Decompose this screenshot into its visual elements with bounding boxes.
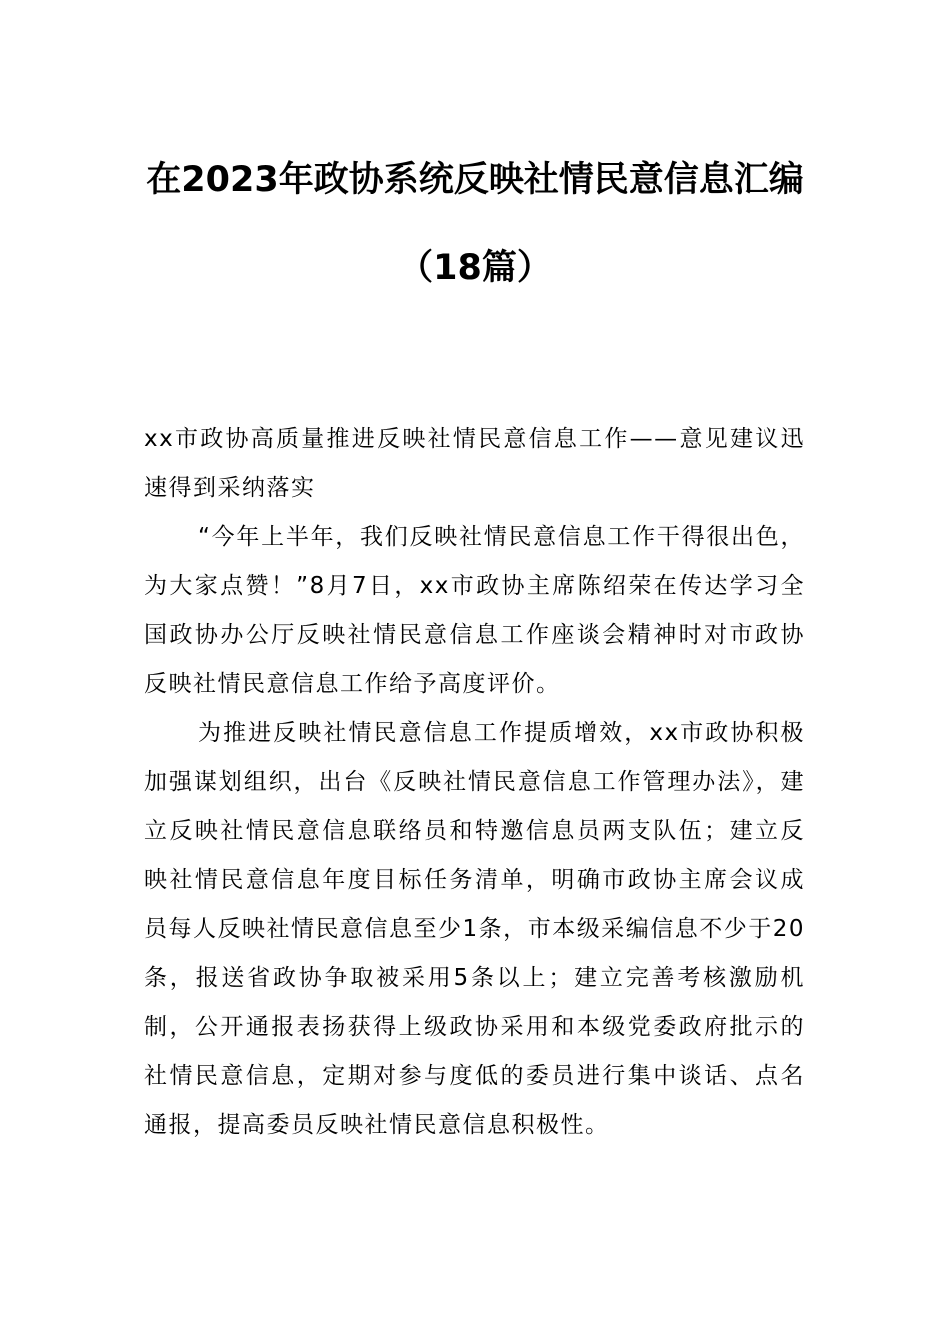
paragraph-2: 为推进反映社情民意信息工作提质增效，xx市政协积极加强谋划组织，出台《反映社情民意信息工作管理办法》，建立反映社情民意信息联络员和特邀信息员两支队伍；建立反映社情民意信息年度目标任务清单，明确市政协主席会议成员每人反映社情民意信息至少1条，市本级采编信息不少于20条，报送省政协争取被采用5条以上；建立完善考核激励机制，公开通报表扬获得上级政协采用和本级党委政府批示的社情民意信息，定期对参与度低的委员进行集中谈话、点名通报，提高委员反映社情民意信息积极性。 [144, 720, 805, 1138]
paragraph-1: “今年上半年，我们反映社情民意信息工作干得很出色，为大家点赞！”8月7日，xx市政协主席陈绍荣在传达学习全国政协办公厅反映社情民意信息工作座谈会精神时对市政协反映社情民意信息工作给予高度评价。 [144, 524, 805, 697]
document-body [144, 415, 805, 1150]
section-heading: xx市政协高质量推进反映社情民意信息工作——意见建议迅速得到采纳落实 [144, 426, 805, 501]
document-subtitle-count: （18篇） [398, 248, 552, 288]
document-title: 在2023年政协系统反映社情民意信息汇编 [146, 160, 804, 200]
